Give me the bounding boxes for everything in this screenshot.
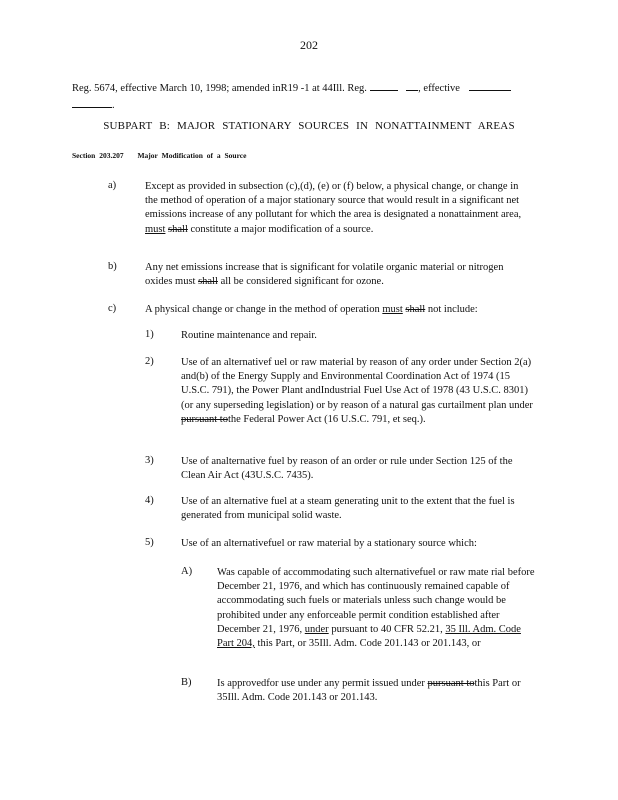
blank-line (370, 81, 398, 91)
item-label: 3) (145, 455, 154, 466)
history-text: Reg. 5674, effective March 10, 1998; amended inR19 -1 at 44Ill. Reg. (72, 83, 367, 94)
item-label: 4) (145, 495, 154, 506)
paragraph-text: pursuant to 40 CFR 52.21, (331, 623, 443, 635)
subparagraph-5: Use of an alternativefuel or raw material by a stationary source which: (181, 538, 477, 549)
inserted-text: 35 Ill. Adm. Code Part 204, (217, 623, 521, 650)
history-note: Reg. 5674, effective March 10, 1998; amended inR19 -1 at 44Ill. Reg. , effective . (72, 80, 522, 114)
item-label: B) (181, 677, 192, 688)
paragraph-text: the Federal Power Act (16 U.S.C. 791, et seq.). (227, 413, 426, 425)
paragraph-text: this Part or 35Ill. Adm. Code 201.143 or 201.143. (217, 678, 521, 704)
subpart-title: SUBPART B: MAJOR STATIONARY SOURCES IN NONATTAINMENT AREAS (103, 120, 515, 132)
clause-B (217, 677, 537, 705)
item-label: a) (108, 180, 117, 191)
paragraph-text: not include: (427, 304, 478, 315)
section-title: Major Modification of a Source (137, 151, 247, 160)
blank-line (469, 81, 511, 91)
paragraph-b (145, 261, 525, 289)
subparagraph-4: Use of an alternative fuel at a steam generating unit to the extent that the fuel is generated from municipal solid waste. (181, 496, 515, 522)
paragraph-text: A physical change or change in the method of operation (145, 304, 380, 315)
item-label: 5) (145, 537, 154, 548)
history-effective: , effective (418, 83, 460, 94)
subparagraph-3: Use of analternative fuel by reason of an order or rule under Section 125 of the Clean Air Act (43U.S.C. 7435). (181, 456, 513, 482)
paragraph-text: this Part, or 35Ill. Adm. Code 201.143 or 201.143, or (257, 638, 481, 650)
paragraph-text: constitute a major modification of a source. (190, 223, 374, 235)
item-label: 1) (145, 329, 154, 340)
paragraph-text: Is approvedfor use under any permit issued under (217, 678, 425, 689)
deleted-text: pursuant to (181, 413, 228, 425)
item-label: 2) (145, 356, 154, 367)
section-number: Section 203.207 (72, 151, 124, 160)
paragraph-text: Use of an alternativef uel or raw material by reason of any order under Section 2(a) and(b) of the Energy Supply and Environmental Coordination Act of 1974 (15 U.S.C. 791), the Power Plant andIndustrial Fuel Use Act of 1978 (43 U.S.C. 8301) (or any superseding legislation) or by reason of a natural gas curtailment plan under (181, 357, 533, 411)
inserted-text: must (382, 304, 403, 315)
deleted-text: shall (168, 223, 188, 235)
subparagraph-1: Routine maintenance and repair. (181, 330, 317, 341)
paragraph-text: Any net emissions increase that is significant for volatile organic material or nitrogen oxides must (145, 262, 504, 288)
paragraph-text: all be considered significant for ozone. (220, 276, 384, 288)
item-label: b) (108, 261, 117, 272)
deleted-text: shall (198, 276, 218, 288)
inserted-text: under (304, 623, 329, 635)
blank-line (406, 81, 418, 91)
page-number: 202 (300, 38, 318, 52)
subparagraph-2 (181, 356, 539, 427)
blank-line (72, 98, 112, 108)
item-label: A) (181, 566, 193, 577)
clause-A (217, 566, 535, 651)
paragraph-text: Was capable of accommodating such alternativefuel or raw mate rial before December 21, 1976, and which has continuously remained capable of accommodating such fuels or materials unless such change would be prohibited under any enforceable permit condition established after December 21, 1976, (217, 567, 535, 635)
deleted-text: shall (405, 304, 426, 315)
deleted-text: pursuant to (427, 678, 475, 689)
inserted-text: must (145, 223, 166, 235)
paragraph-c (145, 303, 537, 317)
paragraph-text: Except as provided in subsection (c),(d), (e) or (f) below, a physical change, or change in the method of operation of a major stationary source that would result in a significant net emissions increase of any pollutant for which the area is designated a nonattainment area, (145, 181, 522, 221)
paragraph-a (145, 180, 533, 237)
section-heading (72, 151, 256, 160)
item-label: c) (108, 303, 117, 314)
